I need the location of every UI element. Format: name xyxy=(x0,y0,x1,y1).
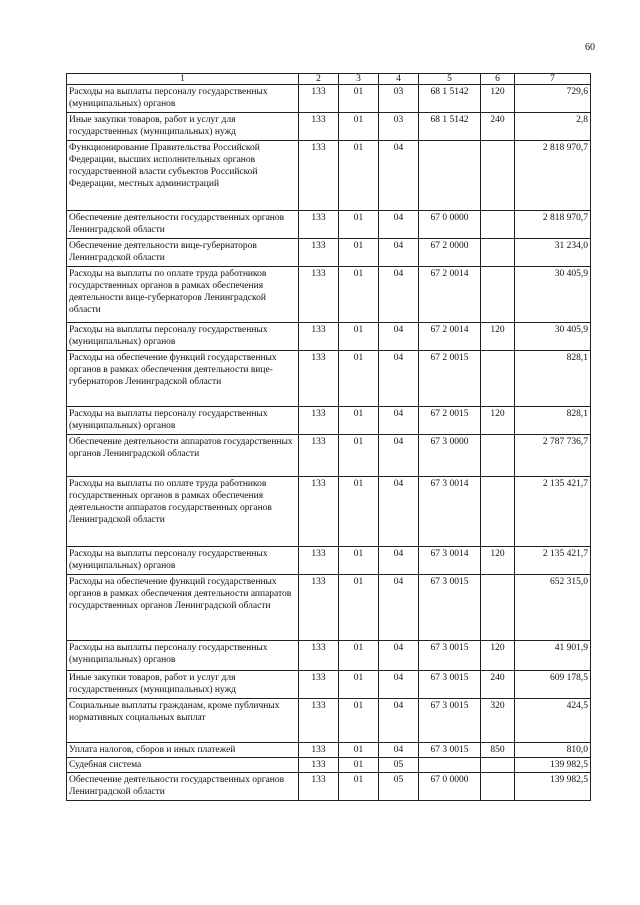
row-c4: 05 xyxy=(379,773,419,801)
row-c4: 04 xyxy=(379,699,419,743)
row-c3: 01 xyxy=(339,575,379,641)
row-c6: 120 xyxy=(481,85,515,113)
row-c7: 652 315,0 xyxy=(515,575,591,641)
table-row xyxy=(67,141,591,211)
column-header-3: 3 xyxy=(339,74,379,85)
row-c4: 04 xyxy=(379,211,419,239)
row-c2: 133 xyxy=(299,547,339,575)
table-row xyxy=(67,239,591,267)
row-c6 xyxy=(481,239,515,267)
budget-table xyxy=(66,73,591,801)
row-c2: 133 xyxy=(299,699,339,743)
row-c4: 04 xyxy=(379,547,419,575)
row-c3: 01 xyxy=(339,641,379,671)
table-row xyxy=(67,758,591,773)
row-c6 xyxy=(481,435,515,477)
row-c7: 31 234,0 xyxy=(515,239,591,267)
row-c2: 133 xyxy=(299,743,339,758)
row-c4: 04 xyxy=(379,267,419,323)
row-c6: 120 xyxy=(481,407,515,435)
row-c7: 2,8 xyxy=(515,113,591,141)
row-c2: 133 xyxy=(299,267,339,323)
row-c5: 67 3 0014 xyxy=(419,477,481,547)
row-c4: 03 xyxy=(379,85,419,113)
row-c5: 68 1 5142 xyxy=(419,113,481,141)
row-c3: 01 xyxy=(339,435,379,477)
row-c7: 139 982,5 xyxy=(515,758,591,773)
row-c7: 424,5 xyxy=(515,699,591,743)
row-c3: 01 xyxy=(339,239,379,267)
row-name: Обеспечение деятельности государственных органов Ленинградской области xyxy=(67,773,299,801)
table-row xyxy=(67,351,591,407)
row-c7: 41 901,9 xyxy=(515,641,591,671)
row-c5: 67 0 0000 xyxy=(419,211,481,239)
column-header-7: 7 xyxy=(515,74,591,85)
row-c5: 67 2 0015 xyxy=(419,351,481,407)
row-c3: 01 xyxy=(339,407,379,435)
row-c3: 01 xyxy=(339,211,379,239)
row-c7: 30 405,9 xyxy=(515,323,591,351)
row-c2: 133 xyxy=(299,323,339,351)
row-c4: 04 xyxy=(379,671,419,699)
row-c3: 01 xyxy=(339,773,379,801)
row-c2: 133 xyxy=(299,407,339,435)
row-c2: 133 xyxy=(299,773,339,801)
row-c5: 67 3 0015 xyxy=(419,743,481,758)
row-c5 xyxy=(419,758,481,773)
table-row xyxy=(67,407,591,435)
row-c5: 67 2 0014 xyxy=(419,323,481,351)
column-header-2: 2 xyxy=(299,74,339,85)
row-name: Расходы на выплаты по оплате труда работников государственных органов в рамках обеспечения деятельности аппаратов государственных органов Ленинградской области xyxy=(67,477,299,547)
row-c4: 04 xyxy=(379,351,419,407)
row-c6 xyxy=(481,477,515,547)
table-row xyxy=(67,211,591,239)
row-c4: 04 xyxy=(379,239,419,267)
table-row xyxy=(67,671,591,699)
table-row xyxy=(67,435,591,477)
row-c4: 04 xyxy=(379,641,419,671)
table-row xyxy=(67,85,591,113)
row-c4: 04 xyxy=(379,435,419,477)
row-c2: 133 xyxy=(299,477,339,547)
row-c5: 67 2 0000 xyxy=(419,239,481,267)
table-row xyxy=(67,575,591,641)
row-name: Функционирование Правительства Российской Федерации, высших исполнительных органов государственной власти субъектов Российской Федерации, местных администраций xyxy=(67,141,299,211)
row-c3: 01 xyxy=(339,547,379,575)
row-c6 xyxy=(481,351,515,407)
row-c6 xyxy=(481,211,515,239)
row-name: Обеспечение деятельности аппаратов государственных органов Ленинградской области xyxy=(67,435,299,477)
row-c7: 2 135 421,7 xyxy=(515,477,591,547)
table-header-row xyxy=(67,74,591,85)
row-c6: 850 xyxy=(481,743,515,758)
row-c6 xyxy=(481,758,515,773)
row-name: Иные закупки товаров, работ и услуг для государственных (муниципальных) нужд xyxy=(67,671,299,699)
row-c2: 133 xyxy=(299,758,339,773)
row-c5 xyxy=(419,141,481,211)
column-header-4: 4 xyxy=(379,74,419,85)
row-name: Уплата налогов, сборов и иных платежей xyxy=(67,743,299,758)
row-name: Социальные выплаты гражданам, кроме публичных нормативных социальных выплат xyxy=(67,699,299,743)
row-c2: 133 xyxy=(299,211,339,239)
row-c4: 04 xyxy=(379,141,419,211)
row-c2: 133 xyxy=(299,435,339,477)
row-c7: 609 178,5 xyxy=(515,671,591,699)
row-c3: 01 xyxy=(339,323,379,351)
row-c2: 133 xyxy=(299,575,339,641)
row-name: Расходы на обеспечение функций государственных органов в рамках обеспечения деятельности вице-губернаторов Ленинградской области xyxy=(67,351,299,407)
table-body xyxy=(67,85,591,801)
row-c3: 01 xyxy=(339,477,379,547)
row-c6: 240 xyxy=(481,113,515,141)
row-c6: 240 xyxy=(481,671,515,699)
row-c5: 67 3 0015 xyxy=(419,575,481,641)
table-row xyxy=(67,323,591,351)
row-c7: 729,6 xyxy=(515,85,591,113)
row-name: Расходы на выплаты по оплате труда работников государственных органов в рамках обеспечения деятельности вице-губернаторов Ленинградской области xyxy=(67,267,299,323)
row-c5: 67 3 0015 xyxy=(419,671,481,699)
row-c3: 01 xyxy=(339,758,379,773)
row-c4: 04 xyxy=(379,477,419,547)
column-header-5: 5 xyxy=(419,74,481,85)
row-c6: 120 xyxy=(481,641,515,671)
row-name: Расходы на выплаты персоналу государственных (муниципальных) органов xyxy=(67,323,299,351)
row-c7: 2 818 970,7 xyxy=(515,211,591,239)
row-c2: 133 xyxy=(299,141,339,211)
row-c5: 67 3 0000 xyxy=(419,435,481,477)
row-c3: 01 xyxy=(339,743,379,758)
row-c2: 133 xyxy=(299,671,339,699)
row-c3: 01 xyxy=(339,699,379,743)
row-c3: 01 xyxy=(339,671,379,699)
table-row xyxy=(67,477,591,547)
table-row xyxy=(67,699,591,743)
row-c5: 68 1 5142 xyxy=(419,85,481,113)
row-c2: 133 xyxy=(299,113,339,141)
table-row xyxy=(67,743,591,758)
row-c4: 05 xyxy=(379,758,419,773)
column-header-6: 6 xyxy=(481,74,515,85)
row-name: Обеспечение деятельности государственных органов Ленинградской области xyxy=(67,211,299,239)
row-name: Расходы на обеспечение функций государственных органов в рамках обеспечения деятельности аппаратов государственных органов Ленинградской области xyxy=(67,575,299,641)
row-name: Обеспечение деятельности вице-губернаторов Ленинградской области xyxy=(67,239,299,267)
row-c4: 04 xyxy=(379,407,419,435)
row-c2: 133 xyxy=(299,85,339,113)
row-c6: 320 xyxy=(481,699,515,743)
table-row xyxy=(67,641,591,671)
row-c4: 04 xyxy=(379,323,419,351)
row-c7: 2 135 421,7 xyxy=(515,547,591,575)
row-c3: 01 xyxy=(339,141,379,211)
row-c2: 133 xyxy=(299,351,339,407)
row-c7: 810,0 xyxy=(515,743,591,758)
row-c6 xyxy=(481,141,515,211)
row-c6 xyxy=(481,267,515,323)
row-c2: 133 xyxy=(299,641,339,671)
row-name: Расходы на выплаты персоналу государственных (муниципальных) органов xyxy=(67,547,299,575)
table-row xyxy=(67,773,591,801)
row-c6: 120 xyxy=(481,547,515,575)
row-c5: 67 2 0015 xyxy=(419,407,481,435)
row-c6 xyxy=(481,575,515,641)
table-row xyxy=(67,113,591,141)
row-name: Расходы на выплаты персоналу государственных (муниципальных) органов xyxy=(67,85,299,113)
column-header-1: 1 xyxy=(67,74,299,85)
row-c4: 04 xyxy=(379,575,419,641)
row-c6: 120 xyxy=(481,323,515,351)
row-c7: 30 405,9 xyxy=(515,267,591,323)
row-c5: 67 3 0014 xyxy=(419,547,481,575)
row-c5: 67 2 0014 xyxy=(419,267,481,323)
row-name: Расходы на выплаты персоналу государственных (муниципальных) органов xyxy=(67,407,299,435)
row-c3: 01 xyxy=(339,85,379,113)
row-c3: 01 xyxy=(339,351,379,407)
table-row xyxy=(67,267,591,323)
row-c3: 01 xyxy=(339,113,379,141)
row-c5: 67 3 0015 xyxy=(419,699,481,743)
row-c3: 01 xyxy=(339,267,379,323)
row-c7: 828,1 xyxy=(515,407,591,435)
row-name: Судебная система xyxy=(67,758,299,773)
row-c5: 67 0 0000 xyxy=(419,773,481,801)
row-c7: 139 982,5 xyxy=(515,773,591,801)
row-c7: 828,1 xyxy=(515,351,591,407)
row-c4: 03 xyxy=(379,113,419,141)
row-name: Расходы на выплаты персоналу государственных (муниципальных) органов xyxy=(67,641,299,671)
row-c6 xyxy=(481,773,515,801)
row-c5: 67 3 0015 xyxy=(419,641,481,671)
page-number: 60 xyxy=(585,42,595,53)
row-c7: 2 787 736,7 xyxy=(515,435,591,477)
row-c7: 2 818 970,7 xyxy=(515,141,591,211)
row-c4: 04 xyxy=(379,743,419,758)
table-row xyxy=(67,547,591,575)
row-name: Иные закупки товаров, работ и услуг для государственных (муниципальных) нужд xyxy=(67,113,299,141)
row-c2: 133 xyxy=(299,239,339,267)
